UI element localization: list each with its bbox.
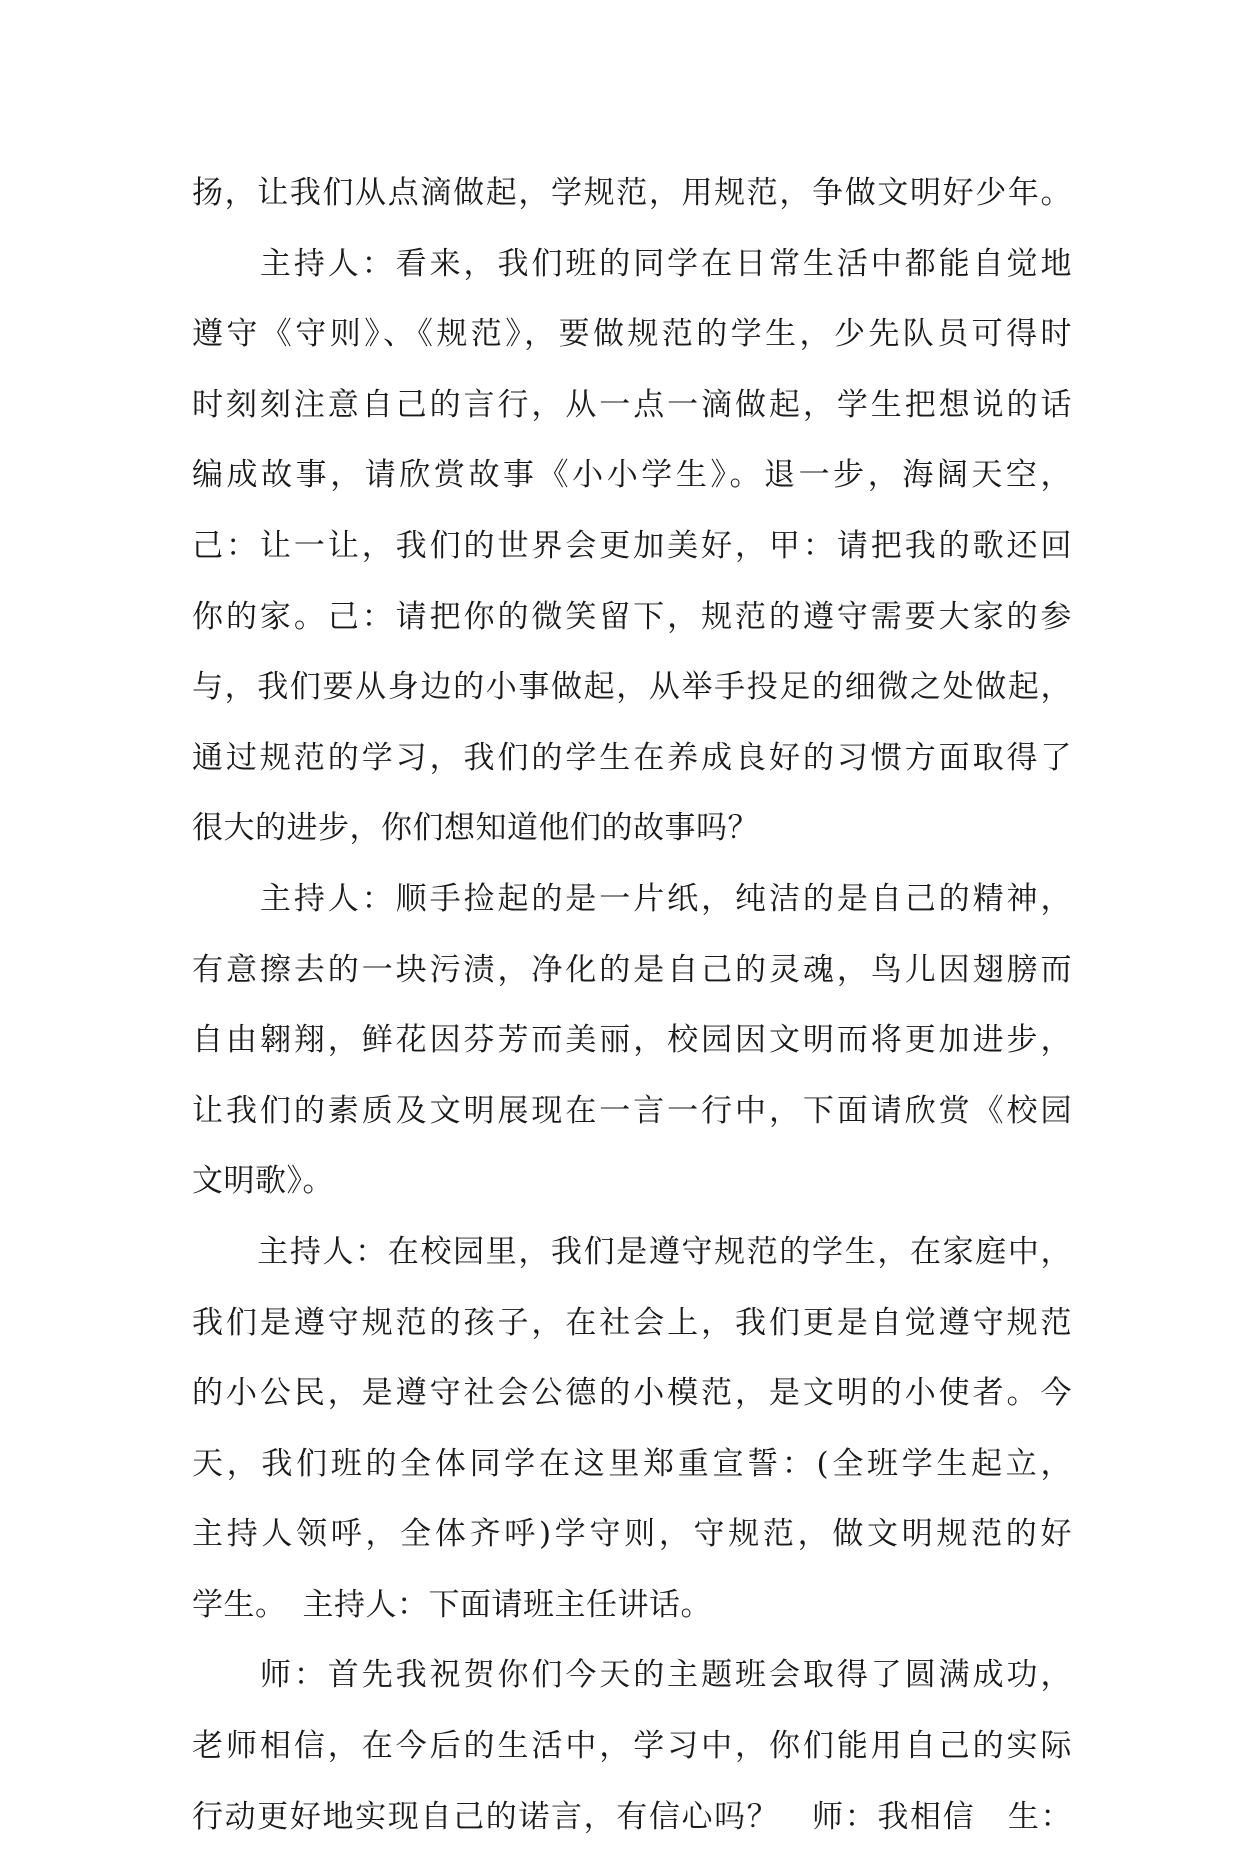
text-line: 老师相信，在今后的生活中，学习中，你们能用自己的实际 (192, 1728, 1072, 1765)
text-line: 主持人领呼，全体齐呼)学守则，守规范，做文明规范的好 (192, 1516, 1072, 1553)
document-body (192, 158, 1072, 1852)
text-line: 让我们的素质及文明展现在一言一行中，下面请欣赏《校园 (192, 1092, 1072, 1129)
text-line: 文明歌》。 (192, 1163, 334, 1200)
text-line: 你的家。己：请把你的微笑留下，规范的遵守需要大家的参 (192, 598, 1072, 635)
text-line: 时刻刻注意自己的言行，从一点一滴做起，学生把想说的话 (192, 386, 1072, 423)
text-line: 天，我们班的全体同学在这里郑重宣誓：(全班学生起立， (192, 1445, 1072, 1482)
text-line: 学生。 主持人：下面请班主任讲话。 (192, 1586, 712, 1623)
text-line: 行动更好地实现自己的诺言，有信心吗？ 师：我相信 生： (192, 1798, 1072, 1835)
text-line: 的小公民，是遵守社会公德的小模范，是文明的小使者。今 (192, 1375, 1072, 1412)
text-line: 很大的进步，你们想知道他们的故事吗？ (192, 810, 759, 847)
text-line: 通过规范的学习，我们的学生在养成良好的习惯方面取得了 (192, 739, 1072, 776)
text-line: 编成故事，请欣赏故事《小小学生》。退一步，海阔天空， (192, 457, 1072, 494)
text-line: 有意擦去的一块污渍，净化的是自己的灵魂，鸟儿因翅膀而 (192, 951, 1072, 988)
text-line: 主持人：顺手捡起的是一片纸，纯洁的是自己的精神， (192, 880, 1072, 917)
text-line: 遵守《守则》、《规范》，要做规范的学生，少先队员可得时 (192, 316, 1072, 353)
text-line: 我们是遵守规范的孩子，在社会上，我们更是自觉遵守规范 (192, 1304, 1072, 1341)
text-line: 主持人：在校园里，我们是遵守规范的学生，在家庭中， (192, 1233, 1072, 1270)
text-line: 己：让一让，我们的世界会更加美好，甲：请把我的歌还回 (192, 527, 1072, 564)
text-line: 与，我们要从身边的小事做起，从举手投足的细微之处做起， (192, 669, 1072, 706)
text-line: 主持人：看来，我们班的同学在日常生活中都能自觉地 (192, 245, 1072, 282)
text-line: 自由翱翔，鲜花因芬芳而美丽，校园因文明而将更加进步， (192, 1022, 1072, 1059)
text-line: 扬，让我们从点滴做起，学规范，用规范，争做文明好少年。 (192, 175, 1072, 211)
text-line: 师：首先我祝贺你们今天的主题班会取得了圆满成功， (192, 1657, 1072, 1694)
